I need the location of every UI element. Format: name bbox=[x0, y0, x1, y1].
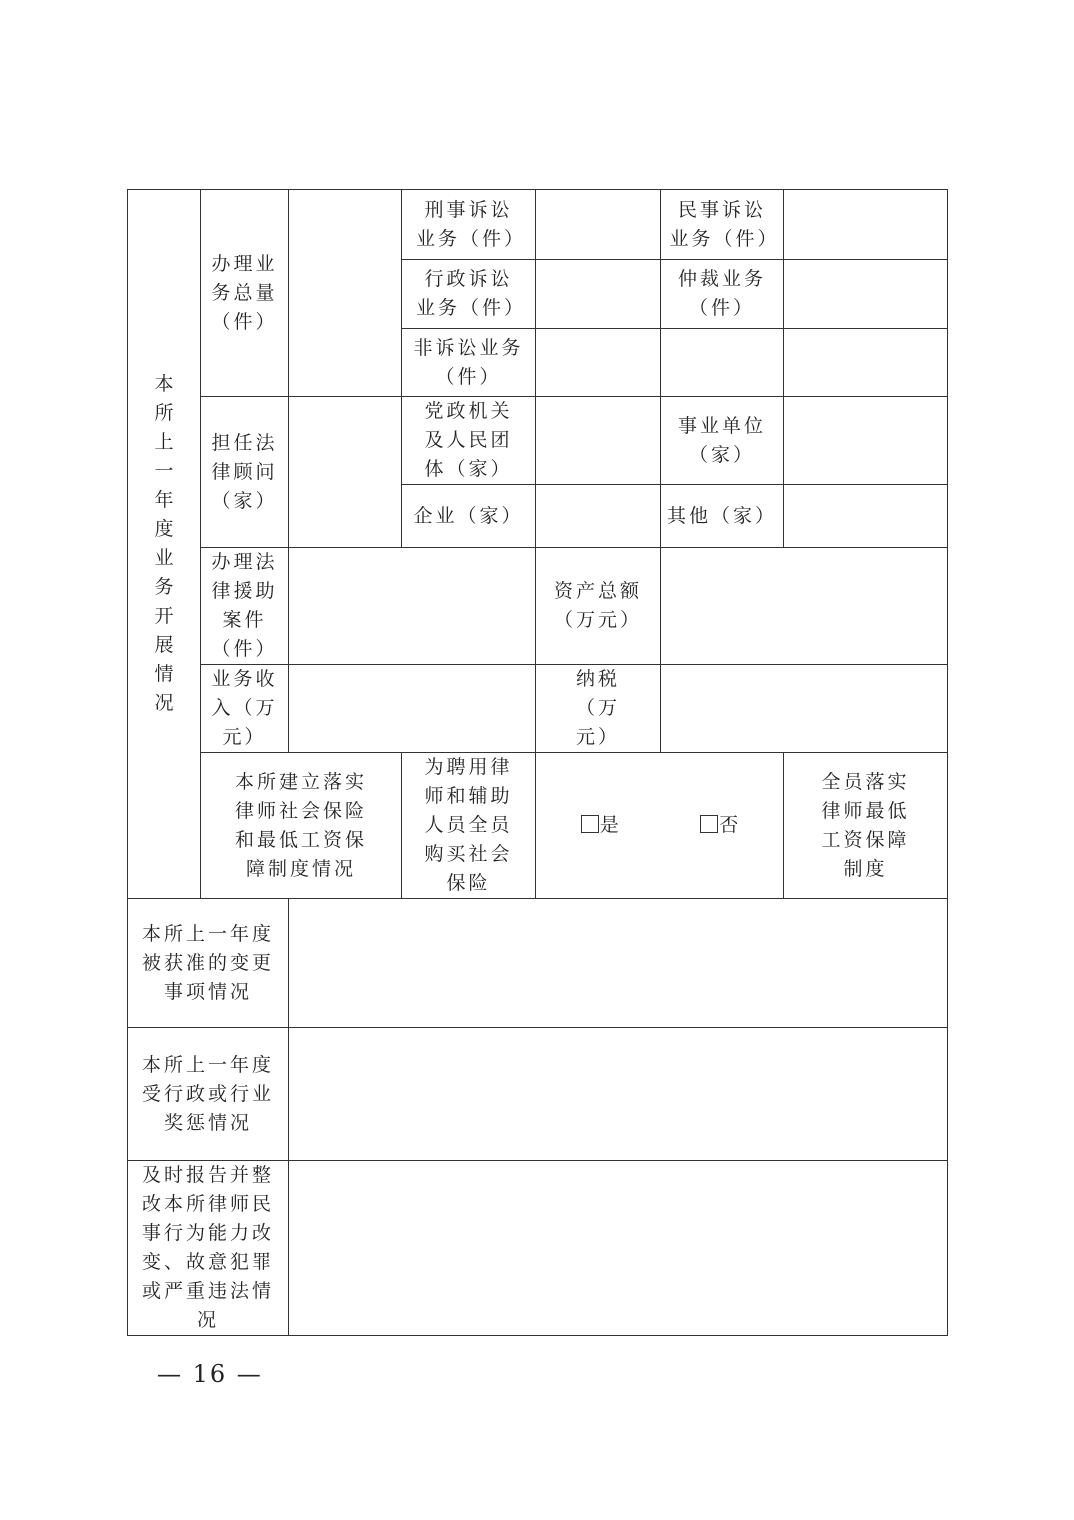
insurance-label: 本所建立落实律师社会保险和最低工资保障制度情况 bbox=[235, 770, 368, 880]
non-litigation-value[interactable] bbox=[536, 329, 661, 397]
rewards-label-cell bbox=[128, 1028, 289, 1161]
total-cases-label: 办理业务总量（件） bbox=[211, 252, 278, 333]
public-institution-label: 事业单位（家） bbox=[677, 414, 766, 466]
civil-value[interactable] bbox=[784, 190, 948, 260]
civil-label: 民事诉讼业务（件） bbox=[669, 198, 780, 250]
buy-insurance-label: 为聘用律师和辅助人员全员购买社会保险 bbox=[424, 756, 513, 894]
income-value[interactable] bbox=[289, 665, 536, 753]
yes-label: 是 bbox=[599, 814, 619, 836]
tax-label-cell bbox=[536, 665, 661, 753]
non-litigation-label-cell bbox=[402, 329, 536, 397]
section-label-cell bbox=[128, 190, 201, 899]
insurance-label-cell bbox=[201, 753, 402, 899]
arbitration-label: 仲裁业务（件） bbox=[677, 268, 766, 319]
enterprise-label-cell bbox=[402, 485, 536, 548]
rewards-value[interactable] bbox=[289, 1028, 948, 1161]
income-label: 业务收入（万元） bbox=[211, 668, 278, 748]
report-label: 及时报告并整改本所律师民事行为能力改变、故意犯罪或严重违法情况 bbox=[142, 1164, 275, 1331]
other-value[interactable] bbox=[784, 485, 948, 548]
checkbox-icon bbox=[700, 815, 718, 833]
blank-cell bbox=[661, 329, 784, 397]
total-cases-label-cell bbox=[201, 190, 289, 397]
rewards-label: 本所上一年度受行政或行业奖惩情况 bbox=[142, 1053, 275, 1134]
buy-insurance-no-checkbox[interactable] bbox=[700, 811, 738, 840]
min-wage-label: 全员落实律师最低工资保障制度 bbox=[821, 770, 910, 880]
no-label: 否 bbox=[719, 814, 739, 836]
assets-label: 资产总额（万元） bbox=[553, 580, 642, 631]
legal-aid-value[interactable] bbox=[289, 548, 536, 665]
administrative-label: 行政诉讼业务（件） bbox=[416, 268, 527, 319]
other-label: 其他（家） bbox=[666, 504, 777, 527]
changes-value[interactable] bbox=[289, 899, 948, 1028]
section-label: 本所上一年度业务开展情况 bbox=[154, 373, 174, 714]
income-label-cell bbox=[201, 665, 289, 753]
legal-aid-label: 办理法律援助案件（件） bbox=[211, 551, 278, 660]
page-number: — 16 — bbox=[157, 1360, 263, 1388]
arbitration-value[interactable] bbox=[784, 260, 948, 329]
enterprise-label: 企业（家） bbox=[413, 504, 524, 527]
legal-advisor-label: 担任法律顾问（家） bbox=[211, 431, 278, 512]
buy-insurance-options bbox=[536, 753, 784, 899]
legal-advisor-label-cell bbox=[201, 397, 289, 548]
civil-label-cell bbox=[661, 190, 784, 260]
administrative-label-cell bbox=[402, 260, 536, 329]
tax-label: 纳税（万元） bbox=[575, 668, 620, 748]
party-govt-label: 党政机关及人民团体（家） bbox=[424, 400, 513, 480]
changes-label-cell bbox=[128, 899, 289, 1028]
criminal-value[interactable] bbox=[536, 190, 661, 260]
buy-insurance-yes-checkbox[interactable] bbox=[581, 811, 619, 840]
party-govt-value[interactable] bbox=[536, 397, 661, 485]
criminal-label: 刑事诉讼业务（件） bbox=[416, 198, 527, 250]
blank-cell bbox=[784, 329, 948, 397]
min-wage-label-cell bbox=[784, 753, 948, 899]
non-litigation-label: 非诉讼业务（件） bbox=[413, 336, 524, 388]
tax-value[interactable] bbox=[661, 665, 948, 753]
report-value[interactable] bbox=[289, 1161, 948, 1336]
total-cases-value[interactable] bbox=[289, 190, 402, 397]
arbitration-label-cell bbox=[661, 260, 784, 329]
enterprise-value[interactable] bbox=[536, 485, 661, 548]
party-govt-label-cell bbox=[402, 397, 536, 485]
annual-report-form bbox=[127, 189, 948, 1336]
other-label-cell bbox=[661, 485, 784, 548]
public-institution-label-cell bbox=[661, 397, 784, 485]
assets-value[interactable] bbox=[661, 548, 948, 665]
checkbox-icon bbox=[581, 815, 599, 833]
administrative-value[interactable] bbox=[536, 260, 661, 329]
assets-label-cell bbox=[536, 548, 661, 665]
legal-advisor-value[interactable] bbox=[289, 397, 402, 548]
changes-label: 本所上一年度被获准的变更事项情况 bbox=[142, 922, 275, 1003]
report-label-cell bbox=[128, 1161, 289, 1336]
criminal-label-cell bbox=[402, 190, 536, 260]
buy-insurance-label-cell bbox=[402, 753, 536, 899]
public-institution-value[interactable] bbox=[784, 397, 948, 485]
legal-aid-label-cell bbox=[201, 548, 289, 665]
